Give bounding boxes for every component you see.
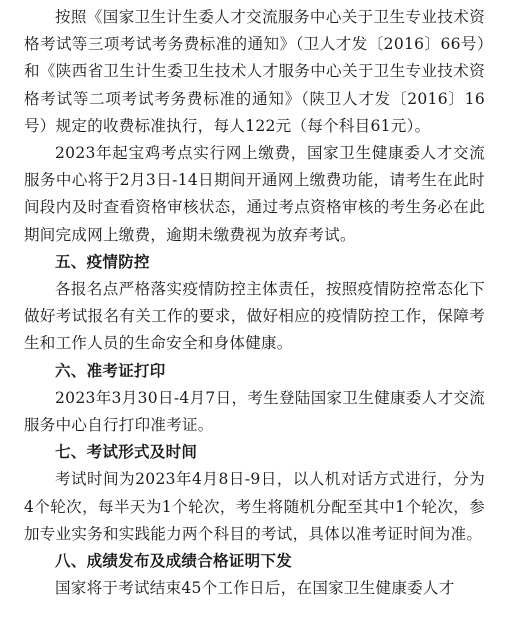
online-payment-paragraph: 2023年起宝鸡考点实行网上缴费，国家卫生健康委人才交流服务中心将于2月3日-14日期间开通网上缴费功能，请考生在此时间段内及时查看资格审核状态，通过考点资格审核的考生务必在此期间完成网上缴费，逾期未缴费视为放弃考试。 [24,144,485,244]
section-heading-exam-format: 七、考试形式及时间 [55,443,198,462]
section-heading-admission-ticket: 六、准考证打印 [55,361,166,380]
results-release-paragraph: 国家将于考试结束45个工作日后，在国家卫生健康委人才 [55,579,455,598]
fee-standard-paragraph: 按照《国家卫生计生委人才交流服务中心关于卫生专业技术资格考试等三项考试考务费标准的通知》（卫人才发〔2016〕66号）和《陕西省卫生计生委卫生技术人才服务中心关于卫生专业技术资格考试等二项考试考务费标准的通知》（陕卫人才发〔2016〕16号）规定的收费标准执行，每人122元（每个科目61元）。 [24,8,485,135]
section-heading-results-release: 八、成绩发布及成绩合格证明下发 [55,552,293,571]
admission-ticket-paragraph: 2023年3月30日-4月7日，考生登陆国家卫生健康委人才交流服务中心自行打印准考证。 [24,388,485,435]
epidemic-control-paragraph: 各报名点严格落实疫情防控主体责任，按照疫情防控常态化下做好考试报名有关工作的要求，做好相应的疫情防控工作，保障考生和工作人员的生命安全和身体健康。 [24,280,485,353]
exam-format-paragraph: 考试时间为2023年4月8日-9日，以人机对话方式进行，分为4个轮次，每半天为1个轮次，考生将随机分配至其中1个轮次，参加专业实务和实践能力两个科目的考试，具体以准考证时间为准。 [24,470,485,543]
section-heading-epidemic-control: 五、疫情防控 [55,252,150,271]
